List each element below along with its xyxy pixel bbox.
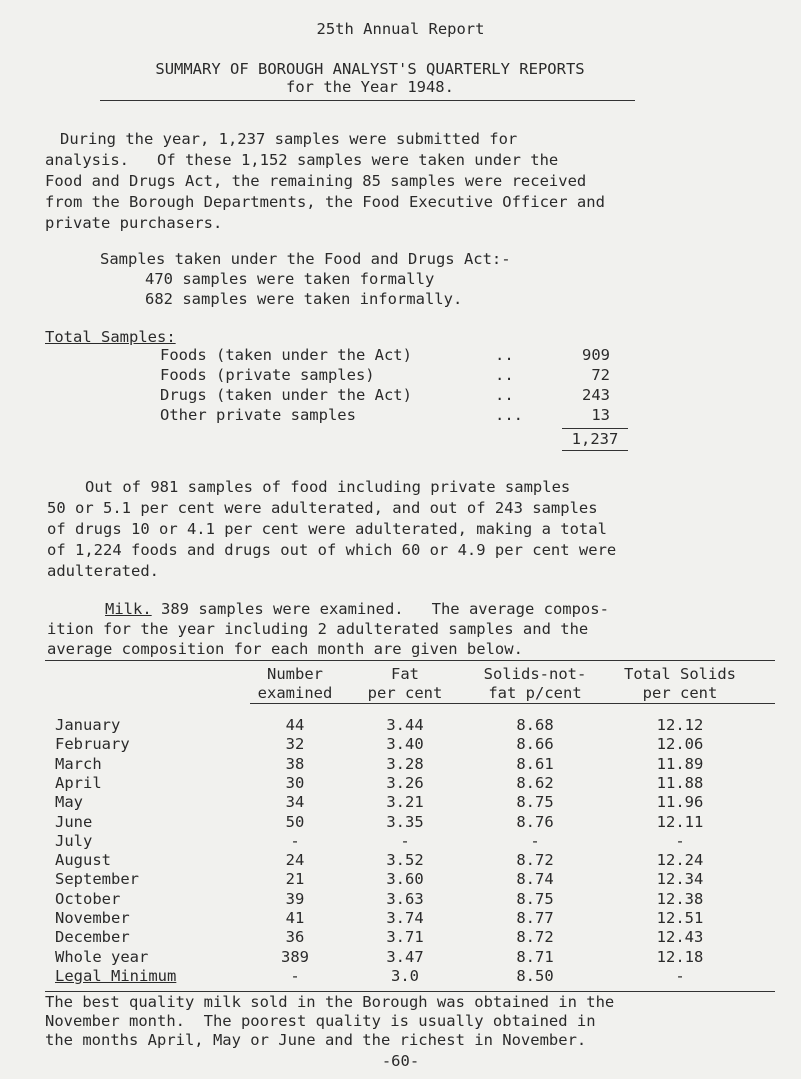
fat-cell: 3.52 [386, 851, 424, 870]
total-solids-cell: 11.89 [656, 754, 704, 773]
number-examined-cell: 38 [285, 754, 305, 773]
table-row [55, 948, 775, 968]
table-row [55, 890, 775, 910]
summary-title: SUMMARY OF BOROUGH ANALYST'S QUARTERLY REPORTS [155, 60, 585, 78]
intro-line-3: Food and Drugs Act, the remaining 85 samples were received [45, 172, 587, 190]
fat-cell: - [400, 831, 410, 850]
header-fat-p-cent: fat p/cent [488, 684, 582, 702]
solids-not-fat-cell: - [530, 831, 540, 850]
number-examined-cell: 44 [285, 716, 305, 734]
solids-not-fat-cell: 8.62 [516, 773, 554, 792]
total-solids-cell: - [675, 966, 685, 985]
totals-grand-total: 1,237 [571, 430, 619, 448]
solids-not-fat-cell: 8.68 [516, 716, 554, 734]
number-examined-cell: 50 [285, 812, 305, 831]
closing-line-3: the months April, May or June and the richest in November. [45, 1031, 587, 1049]
table-header-row-1 [55, 665, 775, 685]
fat-cell: 3.35 [386, 812, 424, 831]
header-fat-per-cent: per cent [367, 684, 443, 702]
table-row [55, 755, 775, 775]
title-rule [100, 100, 635, 101]
intro-line-2: analysis. Of these 1,152 samples were taken under the [45, 151, 559, 169]
adulteration-line-2: 50 or 5.1 per cent were adulterated, and out of 243 samples [47, 499, 598, 517]
table-row [55, 813, 775, 833]
totals-row-value: 243 [582, 386, 610, 404]
table-row [55, 793, 775, 813]
number-examined-cell: 30 [285, 773, 305, 792]
header-total-solids: Total Solids [624, 665, 736, 683]
totals-row-value: 72 [591, 366, 610, 384]
number-examined-cell: 34 [285, 793, 305, 812]
month-cell: Whole year [55, 947, 149, 966]
table-row [55, 832, 775, 852]
adulteration-line-1: Out of 981 samples of food including private samples [85, 478, 571, 496]
number-examined-cell: 39 [285, 889, 305, 908]
totals-row-dots: .. [495, 386, 514, 404]
month-cell: February [55, 735, 130, 754]
fat-cell: 3.40 [386, 735, 424, 754]
total-solids-cell: 12.38 [656, 889, 704, 908]
number-examined-cell: - [290, 966, 300, 985]
month-cell: January [55, 716, 121, 734]
summary-subtitle: for the Year 1948. [286, 78, 454, 96]
adulteration-line-3: of drugs 10 or 4.1 per cent were adulterated, making a total [47, 520, 607, 538]
total-solids-cell: 11.88 [656, 773, 704, 792]
solids-not-fat-cell: 8.74 [516, 870, 554, 889]
month-cell: June [55, 812, 93, 831]
act-samples-informal: 682 samples were taken informally. [145, 290, 463, 308]
table-row [55, 928, 775, 948]
fat-cell: 3.74 [386, 909, 424, 927]
fat-cell: 3.60 [386, 870, 424, 889]
table-bottom-rule [45, 991, 775, 992]
solids-not-fat-cell: 8.61 [516, 754, 554, 773]
month-cell: Legal Minimum [55, 966, 177, 985]
month-cell: December [55, 928, 130, 947]
number-examined-cell: 389 [281, 947, 309, 966]
total-samples-heading: Total Samples: [45, 328, 176, 346]
act-samples-formal: 470 samples were taken formally [145, 270, 435, 288]
fat-cell: 3.26 [386, 773, 424, 792]
fat-cell: 3.44 [386, 716, 424, 734]
fat-cell: 3.47 [386, 947, 424, 966]
total-solids-cell: 12.11 [656, 812, 704, 831]
totals-grand-total-rule [562, 450, 628, 451]
total-solids-cell: 12.43 [656, 928, 704, 947]
milk-heading: Milk. [105, 600, 152, 618]
table-row [55, 870, 775, 890]
total-solids-cell: 12.06 [656, 735, 704, 754]
header-solids-not-fat: Solids-not- [483, 665, 587, 683]
milk-line-2: ition for the year including 2 adulterated samples and the [47, 620, 589, 638]
milk-line-1-text: 389 samples were examined. The average compos- [151, 600, 609, 618]
number-examined-cell: 41 [285, 909, 305, 927]
fat-cell: 3.21 [386, 793, 424, 812]
total-solids-cell: 12.24 [656, 851, 704, 870]
closing-line-2: November month. The poorest quality is usually obtained in [45, 1012, 596, 1030]
intro-line-1: During the year, 1,237 samples were submitted for [60, 130, 518, 148]
solids-not-fat-cell: 8.76 [516, 812, 554, 831]
month-cell: September [55, 870, 139, 889]
adulteration-line-5: adulterated. [47, 562, 159, 580]
report-title: 25th Annual Report [316, 20, 485, 38]
solids-not-fat-cell: 8.71 [516, 947, 554, 966]
solids-not-fat-cell: 8.72 [516, 851, 554, 870]
header-fat: Fat [391, 665, 419, 683]
number-examined-cell: 36 [285, 928, 305, 947]
adulteration-line-4: of 1,224 foods and drugs out of which 60 or 4.9 per cent were [47, 541, 617, 559]
solids-not-fat-cell: 8.77 [516, 909, 554, 927]
milk-line-3: average composition for each month are given below. [47, 640, 523, 658]
total-solids-cell: 11.96 [656, 793, 704, 812]
month-cell: November [55, 909, 130, 927]
fat-cell: 3.71 [386, 928, 424, 947]
totals-row-label: Foods (taken under the Act) [160, 346, 412, 364]
act-samples-heading: Samples taken under the Food and Drugs Act:- [100, 250, 511, 268]
month-cell: July [55, 831, 93, 850]
table-header-row-2 [55, 684, 775, 704]
solids-not-fat-cell: 8.66 [516, 735, 554, 754]
closing-line-1: The best quality milk sold in the Borough was obtained in the [45, 993, 615, 1011]
totals-sum-rule [562, 428, 628, 429]
totals-row-dots: .. [495, 366, 514, 384]
totals-row-label: Foods (private samples) [160, 366, 375, 384]
total-solids-cell: 12.51 [656, 909, 704, 927]
fat-cell: 3.63 [386, 889, 424, 908]
month-cell: May [55, 793, 83, 812]
totals-row-label: Drugs (taken under the Act) [160, 386, 412, 404]
table-header-rule [250, 703, 775, 704]
solids-not-fat-cell: 8.75 [516, 793, 554, 812]
solids-not-fat-cell: 8.50 [516, 966, 554, 985]
solids-not-fat-cell: 8.75 [516, 889, 554, 908]
intro-line-4: from the Borough Departments, the Food Executive Officer and [45, 193, 605, 211]
month-cell: August [55, 851, 111, 870]
total-solids-cell: - [675, 831, 685, 850]
number-examined-cell: 24 [285, 851, 305, 870]
table-top-rule [45, 660, 775, 661]
totals-row-dots: .. [495, 346, 514, 364]
table-row [55, 967, 775, 987]
number-examined-cell: 21 [285, 870, 305, 889]
table-row [55, 851, 775, 871]
number-examined-cell: 32 [285, 735, 305, 754]
page-number: -60- [381, 1052, 420, 1070]
totals-row-label: Other private samples [160, 406, 356, 424]
total-solids-cell: 12.34 [656, 870, 704, 889]
month-cell: October [55, 889, 121, 908]
table-row [55, 735, 775, 755]
header-number: Number [267, 665, 323, 683]
fat-cell: 3.28 [386, 754, 424, 773]
totals-row-value: 13 [591, 406, 610, 424]
totals-row-value: 909 [582, 346, 610, 364]
table-row [55, 716, 775, 736]
fat-cell: 3.0 [391, 966, 419, 985]
intro-line-5: private purchasers. [45, 214, 223, 232]
number-examined-cell: - [290, 831, 300, 850]
totals-row-dots: ... [495, 406, 523, 424]
table-row [55, 909, 775, 929]
header-examined: examined [257, 684, 333, 702]
header-ts-per-cent: per cent [642, 684, 718, 702]
milk-line-1 [105, 600, 609, 618]
month-cell: April [55, 773, 102, 792]
solids-not-fat-cell: 8.72 [516, 928, 554, 947]
table-row [55, 774, 775, 794]
total-solids-cell: 12.18 [656, 947, 704, 966]
total-solids-cell: 12.12 [656, 716, 704, 734]
month-cell: March [55, 754, 102, 773]
